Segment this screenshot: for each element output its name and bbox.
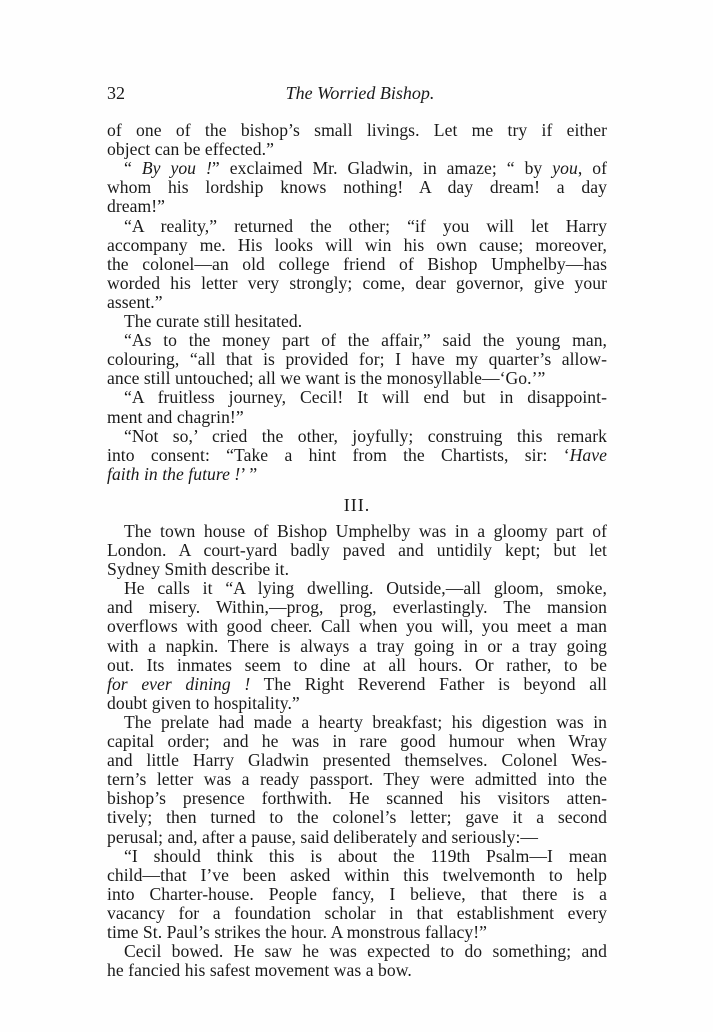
text-line: “I should think this is about the 119th Psalm—I mean: [124, 845, 607, 866]
text-line: for ever dining ! The Right Reverend Father is beyond all: [107, 673, 607, 694]
section-heading: III.: [343, 494, 371, 515]
text-line: he fancied his safest movement was a bow.: [107, 960, 412, 981]
text-line: colouring, “all that is provided for; I have my quarter’s allow-: [107, 349, 607, 370]
text-line: Cecil bowed. He saw he was expected to do something; and: [124, 941, 607, 962]
text-line: of one of the bishop’s small livings. Let me try if either: [107, 120, 607, 140]
text-line: perusal; and, after a pause, said deliberately and seriously:—: [107, 826, 539, 847]
text-line: tively; then turned to the colonel’s letter; gave it a second: [107, 807, 607, 828]
text-line: “A fruitless journey, Cecil! It will end but in disappoint-: [124, 387, 607, 408]
text-line: He calls it “A lying dwelling. Outside,—all gloom, smoke,: [124, 578, 607, 599]
page-number: 32: [107, 83, 125, 103]
text-line: faith in the future !’ ”: [107, 463, 258, 484]
text-line: “Not so,’ cried the other, joyfully; construing this remark: [124, 425, 607, 446]
text-line: ance still untouched; all we want is the monosyllable—‘Go.’”: [107, 368, 546, 389]
text-line: London. A court-yard badly paved and untidily kept; but let: [107, 540, 607, 560]
text-line: bishop’s presence forthwith. He scanned his visitors atten-: [107, 788, 607, 809]
text-line: doubt given to hospitality.”: [107, 692, 300, 713]
text-line: ment and chagrin!”: [107, 406, 244, 427]
text-line: capital order; and he was in rare good humour when Wray: [107, 731, 607, 751]
text-line: into consent: “Take a hint from the Chartists, sir: ‘Have: [107, 444, 607, 465]
text-line: The curate still hesitated.: [124, 311, 303, 331]
text-line: “ By you !” exclaimed Mr. Gladwin, in amaze; “ by you, of: [124, 158, 608, 179]
text-line: vacancy for a foundation scholar in that establishment every: [107, 902, 607, 923]
text-line: assent.”: [107, 291, 163, 312]
text-line: accompany me. His looks will win his own cause; moreover,: [107, 234, 607, 255]
text-line: child—that I’ve been asked within this twelvemonth to help: [107, 864, 607, 885]
text-line: out. Its inmates seem to dine at all hours. Or rather, to be: [107, 654, 607, 675]
text-line: object can be effected.”: [107, 139, 274, 160]
text-line: and misery. Within,—prog, prog, everlastingly. The mansion: [107, 597, 607, 618]
text-line: time St. Paul’s strikes the hour. A monstrous fallacy!”: [107, 922, 487, 942]
text-line: Sydney Smith describe it.: [107, 559, 290, 580]
text-line: with a napkin. There is always a tray going in or a tray going: [107, 635, 607, 656]
text-line: The town house of Bishop Umphelby was in a gloomy part of: [124, 520, 607, 541]
text-line: “As to the money part of the affair,” said the young man,: [124, 330, 607, 351]
text-line: dream!”: [107, 196, 165, 217]
text-line: whom his lordship knows nothing! A day dream! a day: [107, 177, 607, 198]
text-line: tern’s letter was a ready passport. They were admitted into the: [107, 769, 607, 790]
running-head: [107, 83, 607, 105]
text-line: overflows with good cheer. Call when you will, you meet a man: [107, 616, 607, 637]
running-title: The Worried Bishop.: [285, 83, 435, 103]
text-line: into Charter-house. People fancy, I believe, that there is a: [107, 883, 607, 904]
text-line: “A reality,” returned the other; “if you will let Harry: [124, 215, 607, 236]
text-line: and little Harry Gladwin presented themselves. Colonel Wes-: [107, 750, 607, 771]
text-line: worded his letter very strongly; come, dear governor, give your: [107, 272, 607, 293]
text-line: The prelate had made a hearty breakfast; his digestion was in: [124, 711, 607, 732]
text-line: the colonel—an old college friend of Bishop Umphelby—has: [107, 253, 607, 274]
